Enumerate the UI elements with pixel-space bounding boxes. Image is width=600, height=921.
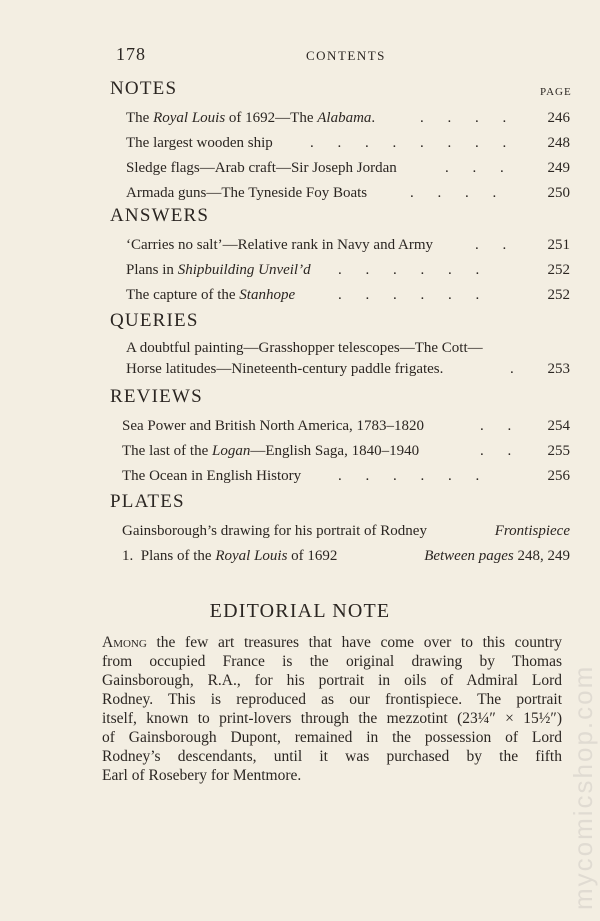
section-title-answers: ANSWERS bbox=[110, 205, 210, 226]
dot-leader: . . . . bbox=[410, 185, 507, 201]
dot-leader: . . bbox=[480, 443, 522, 459]
plate-entry bbox=[110, 544, 580, 569]
editorial-line: Rodney’s descendants, until it was purchased by the fifth bbox=[102, 748, 562, 765]
entry-text: The largest wooden ship bbox=[126, 135, 273, 151]
entry-page: 256 bbox=[547, 468, 570, 484]
section-title-reviews: REVIEWS bbox=[110, 386, 203, 407]
section-title-notes: NOTES bbox=[110, 78, 178, 99]
toc-entry bbox=[110, 414, 580, 439]
section-queries bbox=[110, 308, 580, 382]
entry-page: 246 bbox=[547, 110, 570, 126]
entry-text: The Ocean in English History bbox=[122, 468, 302, 484]
editorial-line: Rodney. This is reproduced as our frontispiece. The portrait bbox=[102, 691, 562, 708]
entry-text: The capture of the Stanhope bbox=[126, 287, 296, 303]
dot-leader: . . bbox=[480, 418, 522, 434]
entry-text-line2: Horse latitudes—Nineteenth-century paddle frigates. bbox=[126, 361, 444, 377]
toc-entry bbox=[110, 464, 580, 489]
dot-leader: . . . . bbox=[420, 110, 517, 126]
entry-text: Armada guns—The Tyneside Foy Boats bbox=[126, 185, 368, 201]
dot-leader: . bbox=[510, 361, 524, 377]
entry-text-line1: A doubtful painting—Grasshopper telescopes—The Cott— bbox=[126, 340, 483, 356]
plate-location: Frontispiece bbox=[494, 523, 570, 539]
entry-page: 248 bbox=[547, 135, 570, 151]
entry-text: The last of the Logan—English Saga, 1840–1940 bbox=[122, 443, 420, 459]
dot-leader: . . . . . . bbox=[338, 262, 490, 278]
entry-page: 254 bbox=[547, 418, 570, 434]
dot-leader: . . . . . . bbox=[338, 468, 490, 484]
entry-text: The Royal Louis of 1692—The Alabama. bbox=[126, 110, 376, 126]
toc-entry bbox=[110, 233, 580, 258]
editorial-line: Gainsborough, R.A., for his portrait in oils of Admiral Lord bbox=[102, 672, 562, 689]
toc-entry bbox=[110, 156, 580, 181]
editorial-body bbox=[102, 633, 562, 785]
entry-page: 252 bbox=[547, 262, 570, 278]
section-reviews bbox=[110, 384, 580, 489]
entry-text: Sea Power and British North America, 1783–1820 bbox=[122, 418, 425, 434]
section-notes bbox=[110, 76, 580, 206]
section-plates bbox=[110, 489, 580, 569]
plate-entry bbox=[110, 519, 580, 544]
entry-text: Plans in Shipbuilding Unveil’d bbox=[126, 262, 311, 278]
section-title-queries: QUERIES bbox=[110, 310, 199, 331]
toc-entry bbox=[110, 131, 580, 156]
section-title-plates: PLATES bbox=[110, 491, 185, 512]
editorial-line: of Gainsborough Dupont, remained in the possession of Lord bbox=[102, 729, 562, 746]
entry-page: 249 bbox=[547, 160, 570, 176]
plate-location: Between pages 248, 249 bbox=[424, 548, 570, 564]
entry-page: 250 bbox=[547, 185, 570, 201]
dot-leader: . . bbox=[475, 237, 517, 253]
page-header bbox=[116, 44, 570, 68]
dot-leader: . . . . . . . . bbox=[310, 135, 517, 151]
page-number: 178 bbox=[116, 44, 146, 64]
running-title: CONTENTS bbox=[306, 48, 386, 63]
editorial-title: EDITORIAL NOTE bbox=[209, 600, 391, 622]
entry-page: 251 bbox=[547, 237, 570, 253]
editorial-first-word: Among bbox=[102, 634, 147, 651]
toc-entry bbox=[110, 258, 580, 283]
plate-number: 1. bbox=[122, 548, 134, 564]
entry-page: 253 bbox=[547, 361, 570, 377]
plate-caption: Gainsborough’s drawing for his portrait of Rodney bbox=[122, 523, 427, 539]
entry-page: 255 bbox=[547, 443, 570, 459]
toc-entry-continued bbox=[110, 357, 580, 382]
dot-leader: . . . . . . bbox=[338, 287, 490, 303]
toc-entry bbox=[110, 283, 580, 308]
editorial-line: itself, known to print-lovers through the mezzotint (23¼″ × 15½″) bbox=[102, 710, 562, 727]
entry-text: ‘Carries no salt’—Relative rank in Navy and Army bbox=[126, 237, 434, 253]
editorial-line: from occupied France is the original drawing by Thomas bbox=[102, 653, 562, 670]
watermark: mycomicshop.com bbox=[568, 664, 598, 910]
dot-leader: . . . bbox=[445, 160, 514, 176]
page-column-label: PAGE bbox=[540, 86, 572, 98]
plate-caption: 1. Plans of the Royal Louis of 1692 bbox=[122, 548, 338, 564]
editorial-line: Among the few art treasures that have come over to this country bbox=[102, 634, 562, 651]
toc-entry bbox=[110, 439, 580, 464]
section-answers bbox=[110, 203, 580, 308]
entry-page: 252 bbox=[547, 287, 570, 303]
editorial-line: Earl of Rosebery for Mentmore. bbox=[102, 767, 302, 784]
toc-entry bbox=[110, 106, 580, 131]
entry-text: Sledge flags—Arab craft—Sir Joseph Jordan bbox=[126, 160, 397, 176]
